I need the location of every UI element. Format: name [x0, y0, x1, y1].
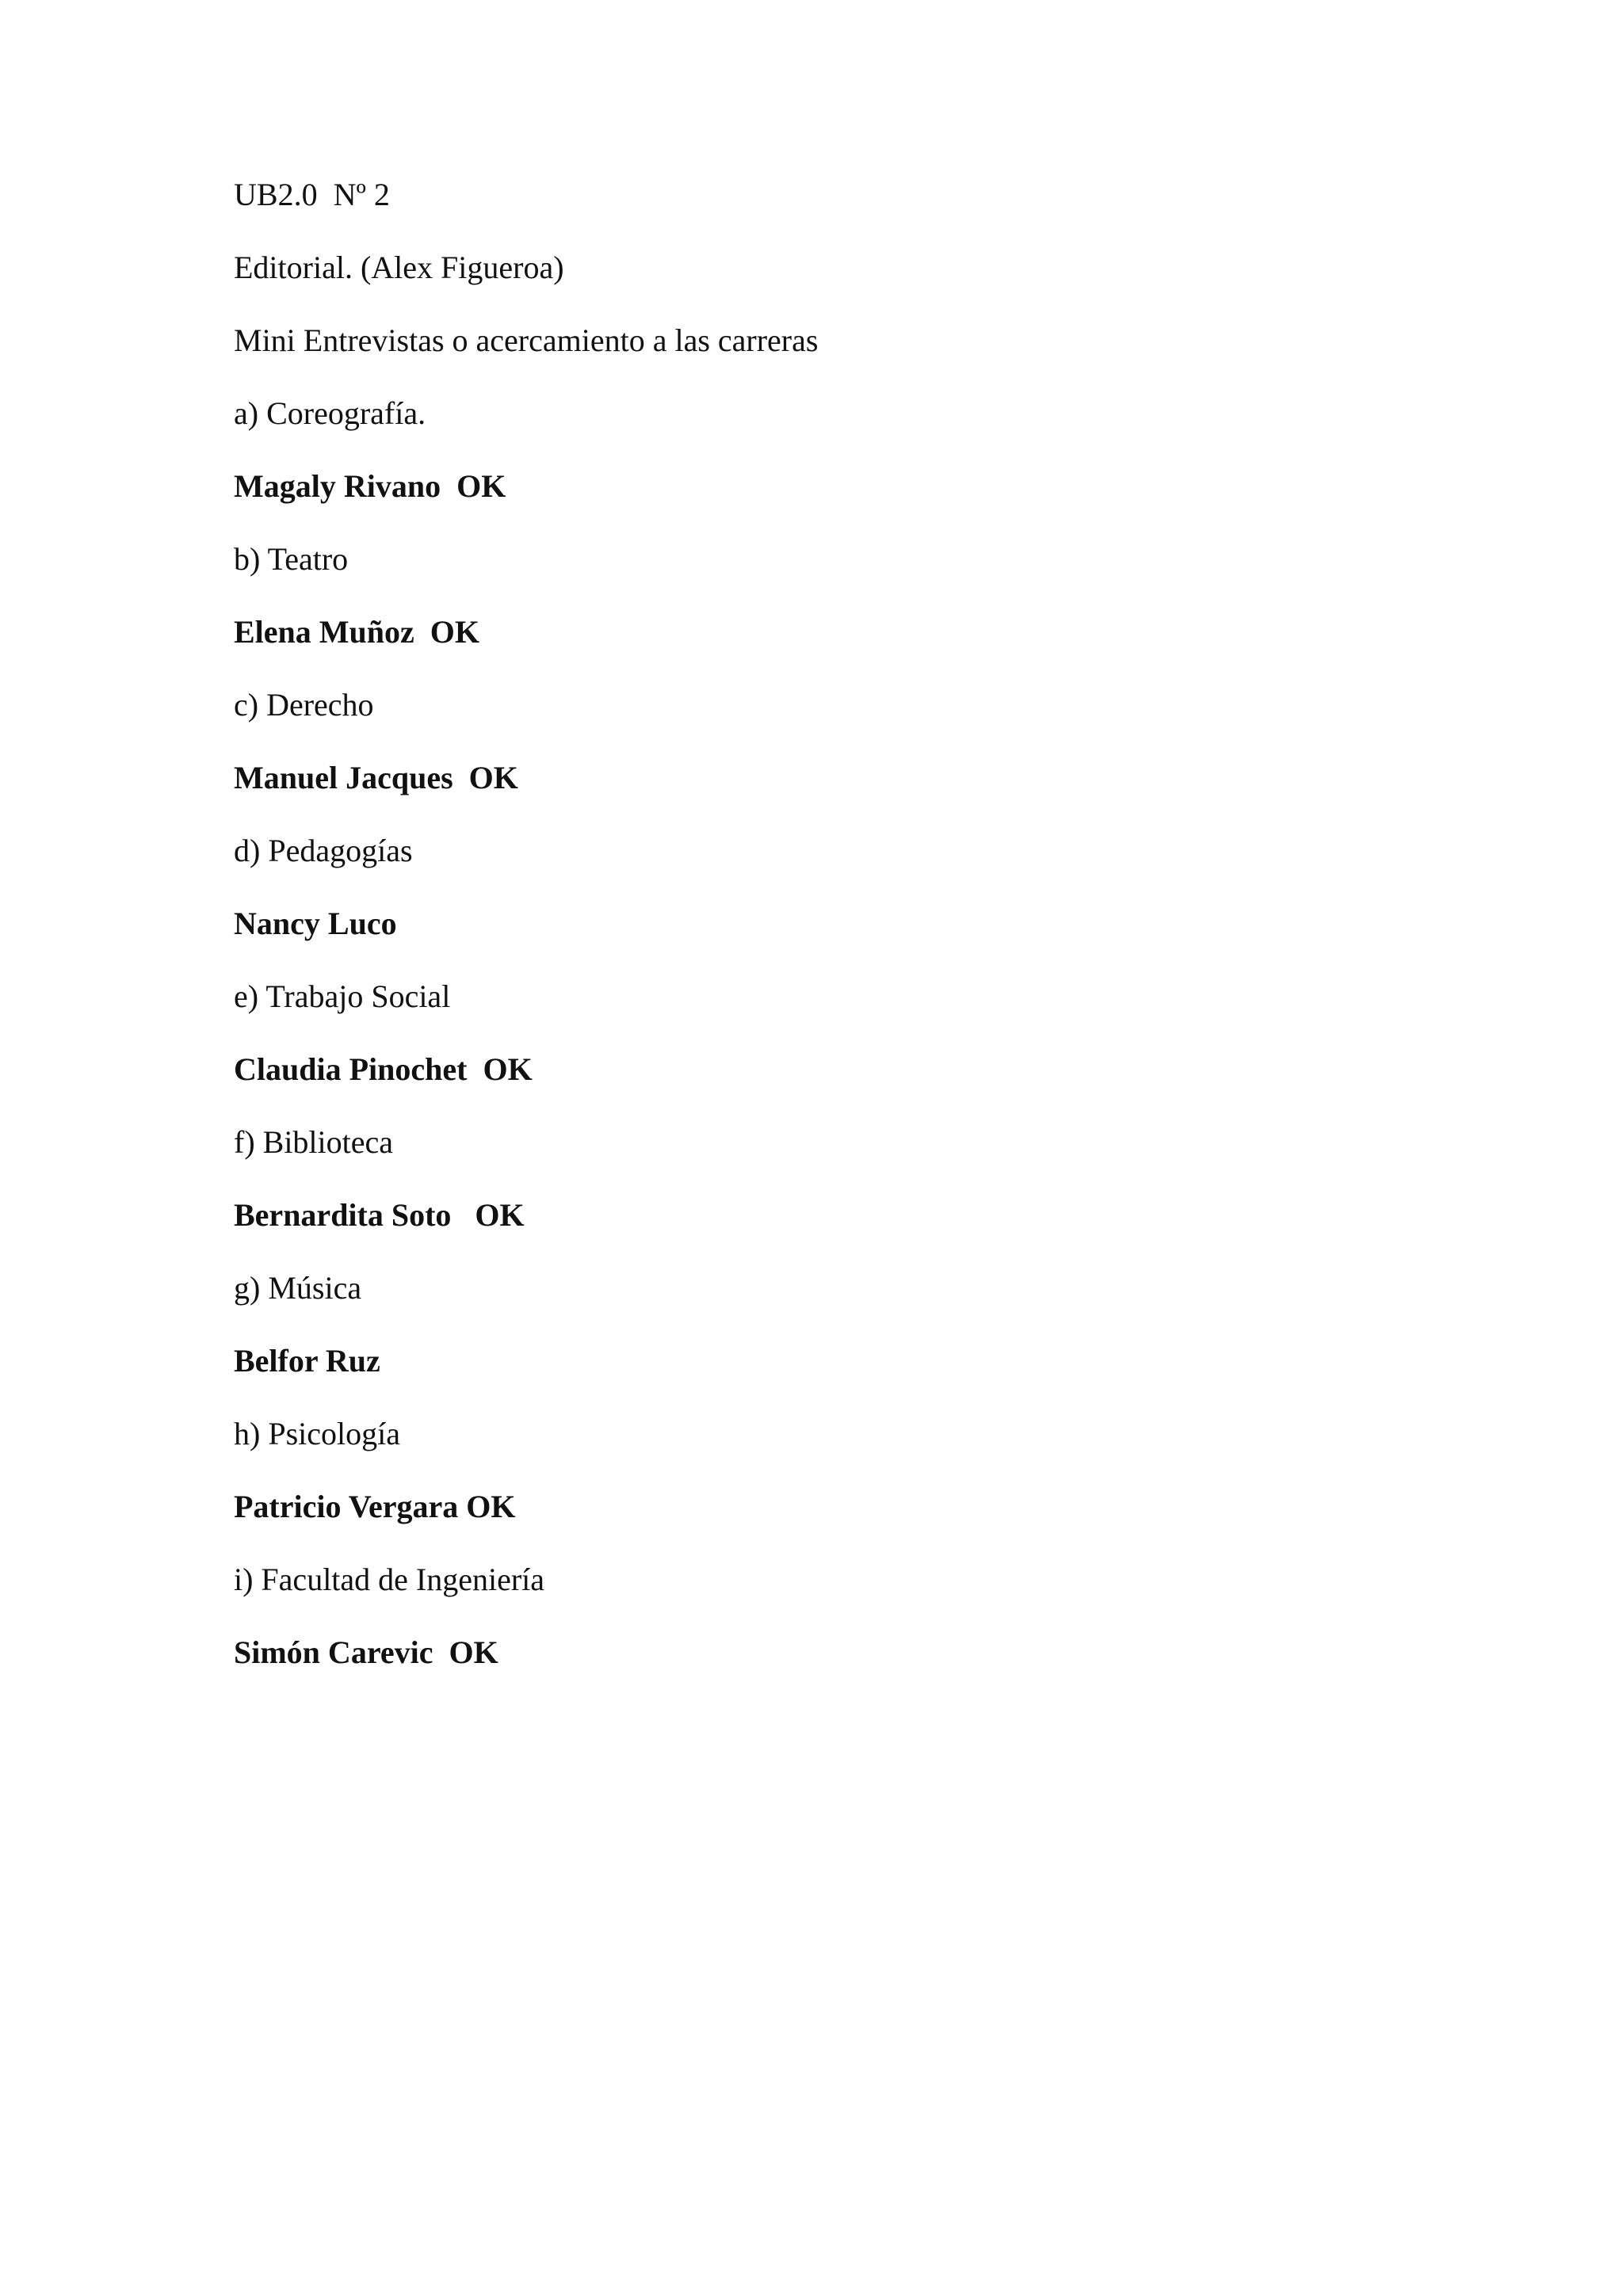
career-item: b) Teatro	[234, 541, 349, 577]
contact-name: Nancy Luco	[234, 906, 397, 941]
section-title: Mini Entrevistas o acercamiento a las carreras	[234, 322, 819, 358]
contact-name: Elena Muñoz OK	[234, 614, 480, 650]
career-item: a) Coreografía.	[234, 395, 426, 431]
contact-name: Simón Carevic OK	[234, 1634, 498, 1670]
career-item: d) Pedagogías	[234, 833, 413, 868]
contact-name: Patricio Vergara OK	[234, 1489, 516, 1524]
contact-name: Magaly Rivano OK	[234, 468, 506, 504]
editorial-line: Editorial. (Alex Figueroa)	[234, 250, 564, 285]
document-body	[234, 176, 1423, 1707]
career-item: i) Facultad de Ingeniería	[234, 1562, 545, 1597]
contact-name: Belfor Ruz	[234, 1343, 380, 1379]
contact-name: Claudia Pinochet OK	[234, 1051, 533, 1087]
career-item: h) Psicología	[234, 1416, 400, 1451]
career-item: e) Trabajo Social	[234, 978, 451, 1014]
career-item: f) Biblioteca	[234, 1124, 394, 1160]
career-item: c) Derecho	[234, 687, 374, 723]
career-item: g) Música	[234, 1270, 362, 1306]
contact-name: Bernardita Soto OK	[234, 1197, 525, 1233]
document-header: UB2.0 Nº 2	[234, 177, 390, 212]
contact-name: Manuel Jacques OK	[234, 760, 518, 795]
